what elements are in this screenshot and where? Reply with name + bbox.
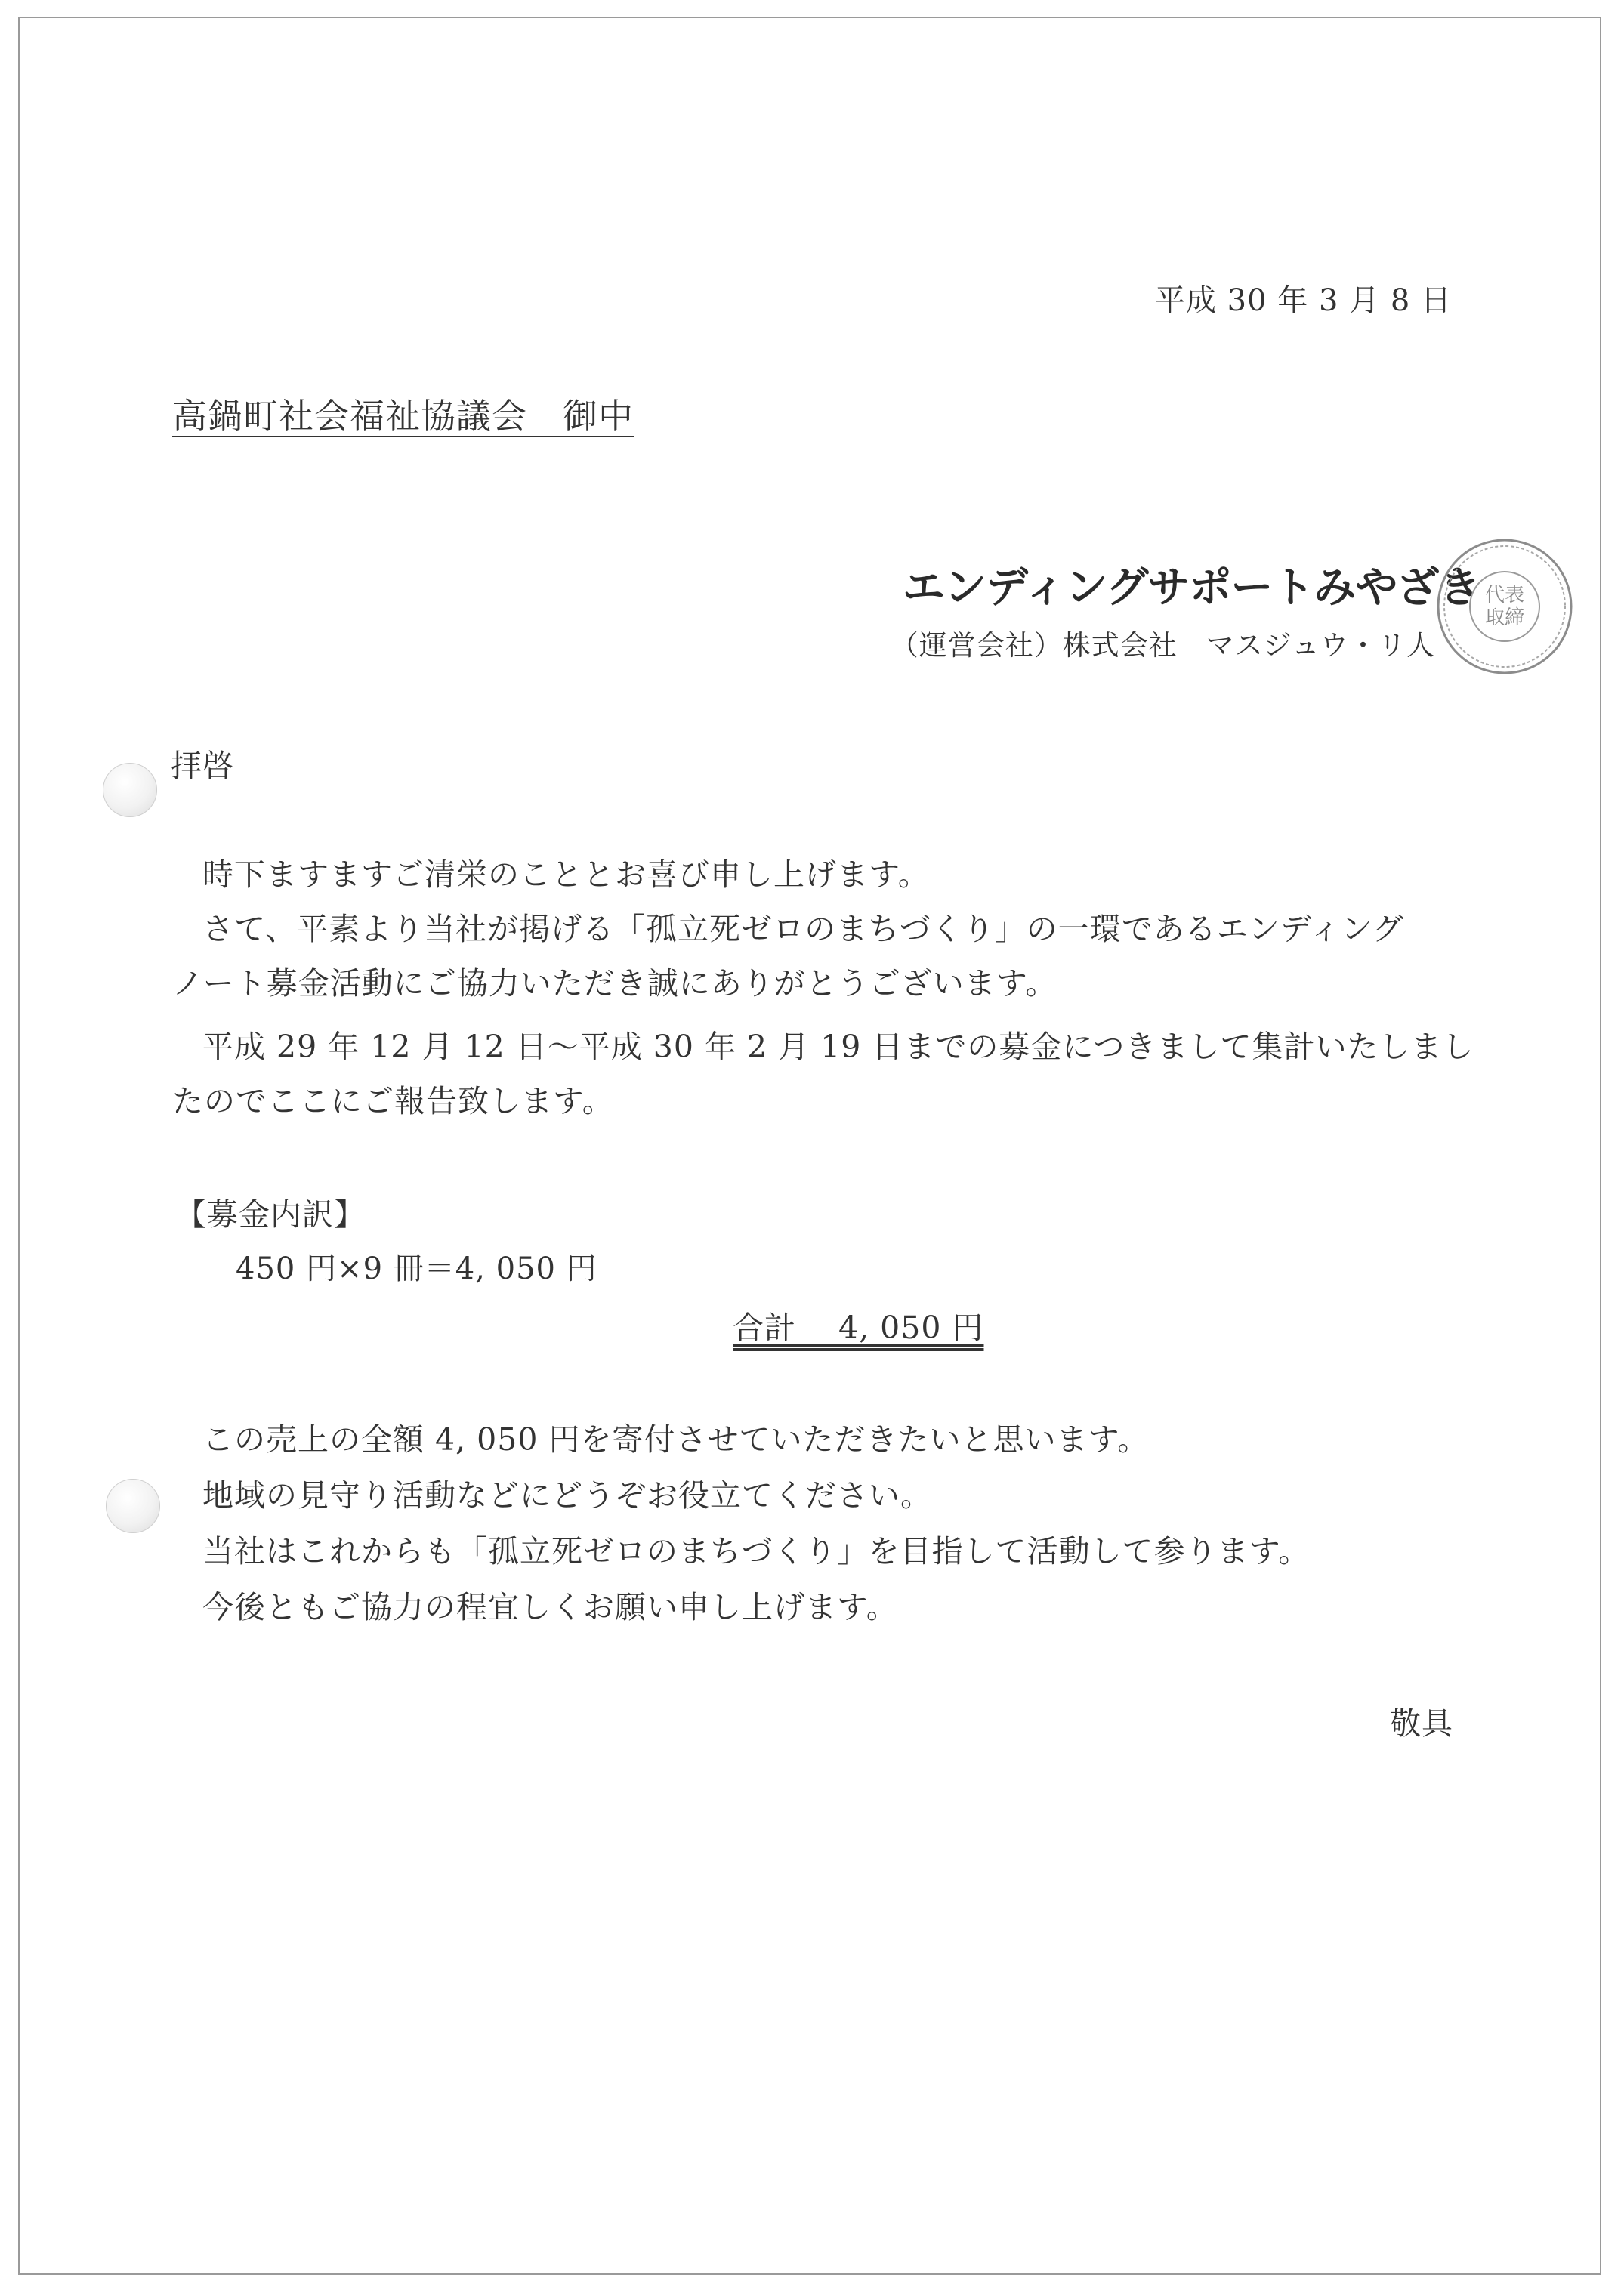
closing-body-line-3: 当社はこれからも「孤立死ゼロのまちづくり」を目指して活動して参ります。 bbox=[202, 1533, 1311, 1569]
closing-body-line-4: 今後ともご協力の程宜しくお願い申し上げます。 bbox=[202, 1589, 898, 1625]
svg-text:取締: 取締 bbox=[1484, 606, 1525, 629]
sender-logo: エンディングサポートみやざき bbox=[903, 563, 1480, 613]
punch-hole-bottom bbox=[106, 1479, 160, 1533]
closing-salutation: 敬具 bbox=[1390, 1705, 1453, 1742]
company-seal-stamp bbox=[1429, 535, 1580, 678]
breakdown-total: 合計 4, 050 円 bbox=[733, 1310, 984, 1346]
breakdown-item: 450 円×9 冊＝4, 050 円 bbox=[236, 1251, 597, 1286]
letter-date: 平成 30 年 3 月 8 日 bbox=[1154, 283, 1452, 318]
svg-text:代表: 代表 bbox=[1484, 584, 1525, 606]
punch-hole-top bbox=[103, 763, 157, 817]
body-line-4: 平成 29 年 12 月 12 日～平成 30 年 2 月 19 日までの募金につきまして集計いたしまし bbox=[202, 1029, 1474, 1065]
breakdown-heading: 【募金内訳】 bbox=[175, 1196, 366, 1233]
body-line-2: さて、平素より当社が掲げる「孤立死ゼロのまちづくり」の一環であるエンディング bbox=[202, 911, 1404, 947]
closing-body-line-1: この売上の全額 4, 050 円を寄付させていただきたいと思います。 bbox=[202, 1421, 1150, 1458]
body-line-3: ノート募金活動にご協力いただき誠にありがとうございます。 bbox=[172, 965, 1057, 1001]
closing-body-line-2: 地域の見守り活動などにどうぞお役立てください。 bbox=[202, 1477, 932, 1514]
body-line-5: たのでここにご報告致します。 bbox=[172, 1083, 614, 1119]
sender-company: （運営会社）株式会社 マスジュウ・リ人 bbox=[890, 629, 1435, 662]
opening-salutation: 拝啓 bbox=[171, 748, 234, 784]
addressee: 高鍋町社会福祉協議会 御中 bbox=[172, 396, 634, 437]
page-border bbox=[18, 17, 1601, 2275]
body-line-1: 時下ますますご清栄のこととお喜び申し上げます。 bbox=[202, 856, 930, 893]
